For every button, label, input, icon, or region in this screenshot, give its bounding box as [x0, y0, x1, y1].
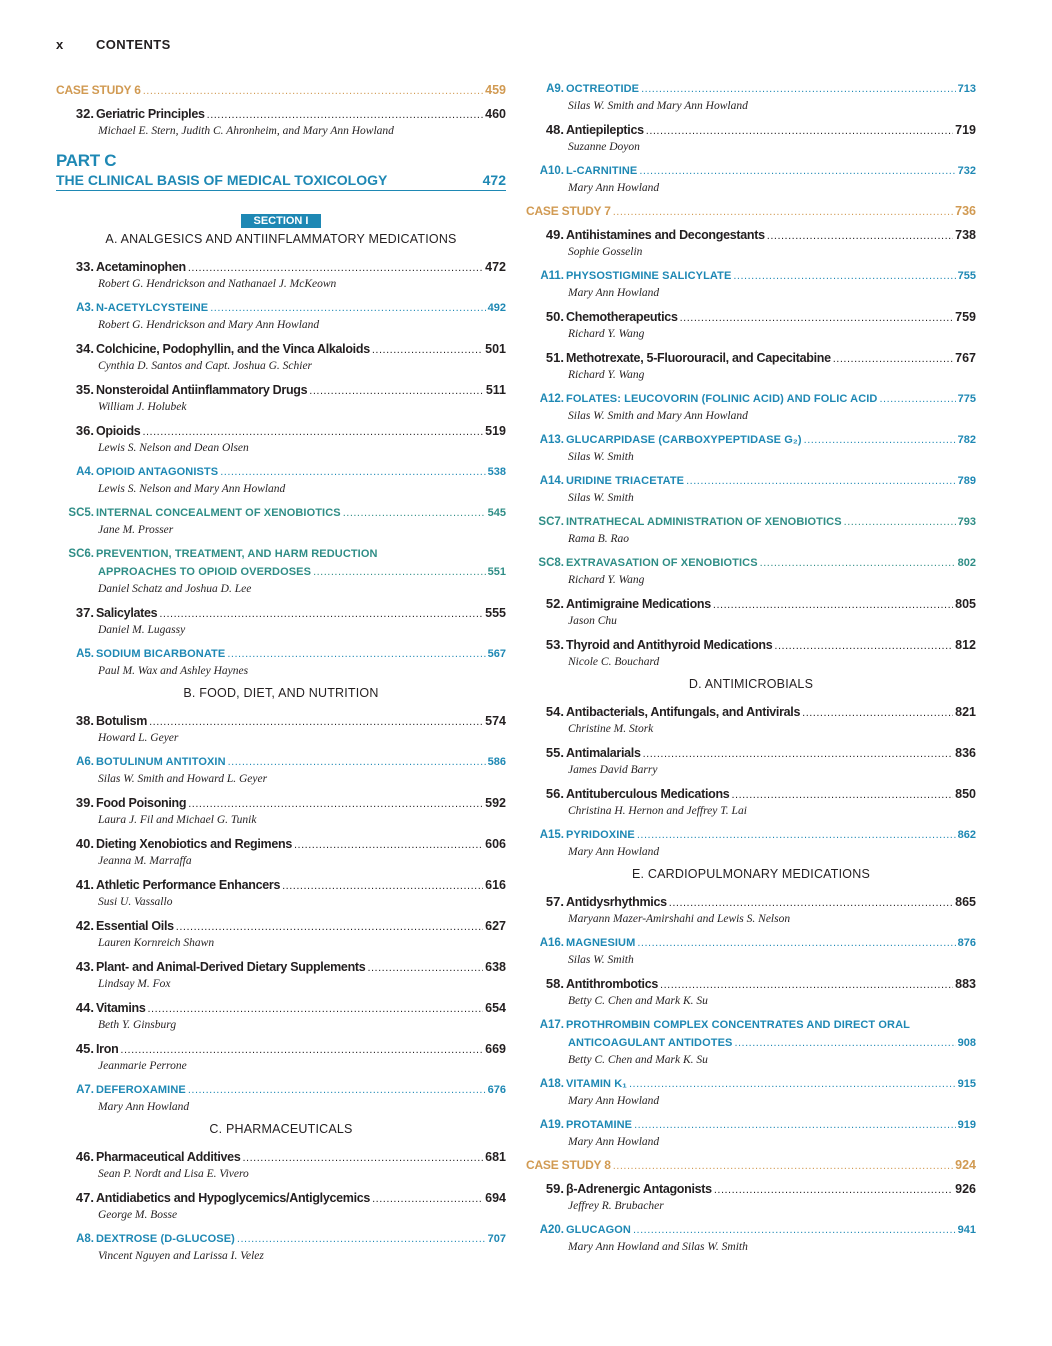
toc-page: 755 — [957, 270, 976, 282]
part-title: THE CLINICAL BASIS OF MEDICAL TOXICOLOGY — [56, 172, 388, 188]
toc-authors: Mary Ann Howland — [568, 846, 660, 858]
toc-authors: Daniel Schatz and Joshua D. Lee — [98, 583, 252, 595]
toc-number: 42. — [75, 918, 94, 933]
toc-entry[interactable] — [56, 835, 506, 869]
toc-page: 545 — [487, 507, 506, 519]
toc-authors: Daniel M. Lugassy — [98, 624, 186, 636]
toc-authors: William J. Holubek — [98, 401, 187, 413]
part-c-heading — [56, 151, 506, 191]
toc-title-line1: PROTHROMBIN COMPLEX CONCENTRATES AND DIRECT ORAL — [566, 1019, 910, 1031]
toc-page: 865 — [955, 895, 976, 909]
toc-authors: Sean P. Nordt and Lisa E. Vivero — [98, 1168, 249, 1180]
toc-page: 789 — [957, 475, 976, 487]
toc-left-column — [56, 78, 506, 1264]
toc-authors: Rama B. Rao — [568, 533, 630, 545]
toc-title: Chemotherapeutics — [566, 310, 678, 324]
toc-page: 555 — [485, 606, 506, 620]
toc-antidote-entry[interactable] — [526, 826, 976, 860]
toc-number: 47. — [75, 1190, 94, 1205]
toc-number: 40. — [75, 836, 94, 851]
case-study-label: CASE STUDY 6 — [56, 83, 141, 97]
toc-entry[interactable] — [56, 340, 506, 374]
toc-number: 43. — [75, 959, 94, 974]
toc-number: 50. — [545, 309, 564, 324]
toc-number: 44. — [75, 1000, 94, 1015]
toc-page: 793 — [957, 516, 976, 528]
toc-number: 41. — [75, 877, 94, 892]
toc-antidote-entry[interactable] — [526, 1016, 976, 1068]
toc-authors: Richard Y. Wang — [568, 369, 645, 381]
toc-page: 511 — [485, 383, 506, 397]
toc-title: Geriatric Principles — [96, 107, 205, 121]
toc-authors: Mary Ann Howland — [568, 1136, 660, 1148]
toc-title: Athletic Performance Enhancers — [96, 878, 281, 892]
toc-title-line2: ANTICOAGULANT ANTIDOTES — [568, 1037, 733, 1049]
toc-entry[interactable] — [56, 381, 506, 415]
toc-number: A15. — [539, 829, 564, 841]
toc-authors: Lindsay M. Fox — [98, 978, 171, 990]
toc-number: A4. — [76, 466, 94, 478]
toc-entry[interactable] — [56, 1189, 506, 1223]
toc-title: Acetaminophen — [96, 260, 186, 274]
toc-entry[interactable] — [56, 422, 506, 456]
toc-page: 876 — [957, 937, 976, 949]
toc-number: SC7. — [538, 516, 564, 528]
toc-authors: Paul M. Wax and Ashley Haynes — [98, 665, 249, 677]
toc-page: 638 — [485, 960, 506, 974]
toc-page: 606 — [485, 837, 506, 851]
toc-antidote-entry[interactable] — [526, 472, 976, 506]
toc-title: PYRIDOXINE — [566, 829, 635, 841]
toc-authors: Maryann Mazer-Amirshahi and Lewis S. Nelson — [568, 913, 791, 925]
toc-number: A11. — [540, 270, 564, 282]
toc-page: 767 — [955, 351, 976, 365]
toc-number: A9. — [546, 83, 564, 95]
toc-title: DEFEROXAMINE — [96, 1084, 186, 1096]
toc-title: DEXTROSE (D-GLUCOSE) — [96, 1233, 235, 1245]
toc-authors: Jeffrey R. Brubacher — [568, 1200, 664, 1212]
toc-title: OCTREOTIDE — [566, 83, 640, 95]
toc-number: 55. — [545, 745, 564, 760]
toc-entry[interactable] — [526, 1180, 976, 1214]
toc-title: L-CARNITINE — [566, 165, 638, 177]
toc-entry[interactable] — [56, 794, 506, 828]
toc-title: Botulism — [96, 714, 148, 728]
section-heading: B. FOOD, DIET, AND NUTRITION — [183, 686, 379, 700]
toc-page: 551 — [487, 566, 506, 578]
toc-case-study[interactable] — [526, 202, 976, 220]
toc-title: GLUCAGON — [566, 1224, 631, 1236]
toc-number: 48. — [545, 122, 564, 137]
toc-entry[interactable] — [526, 308, 976, 342]
toc-antidote-entry[interactable] — [526, 1075, 976, 1109]
toc-authors: Vincent Nguyen and Larissa I. Velez — [98, 1250, 264, 1262]
toc-number: A12. — [539, 393, 564, 405]
toc-number: A5. — [76, 648, 94, 660]
toc-antidote-entry[interactable] — [526, 431, 976, 465]
toc-authors: Mary Ann Howland — [98, 1101, 190, 1113]
toc-page: 538 — [487, 466, 506, 478]
toc-authors: Silas W. Smith — [568, 492, 634, 504]
toc-title: PHYSOSTIGMINE SALICYLATE — [566, 270, 732, 282]
running-header — [56, 37, 171, 52]
toc-title: Methotrexate, 5-Fluorouracil, and Capecitabine — [566, 351, 831, 365]
toc-authors: Jason Chu — [568, 615, 617, 627]
toc-page: 759 — [955, 310, 976, 324]
toc-authors: Sophie Gosselin — [568, 246, 643, 258]
section-heading: C. PHARMACEUTICALS — [209, 1122, 353, 1136]
toc-entry[interactable] — [526, 121, 976, 155]
toc-antidote-entry[interactable] — [56, 645, 506, 679]
toc-title: BOTULINUM ANTITOXIN — [96, 756, 226, 768]
toc-authors: Cynthia D. Santos and Capt. Joshua G. Schier — [98, 360, 313, 372]
toc-entry[interactable] — [56, 958, 506, 992]
toc-authors: Silas W. Smith and Howard L. Geyer — [98, 773, 268, 785]
toc-number: 34. — [75, 341, 94, 356]
toc-page: 681 — [485, 1150, 506, 1164]
toc-authors: Mary Ann Howland and Silas W. Smith — [568, 1241, 748, 1253]
toc-number: A10. — [539, 165, 564, 177]
toc-special-considerations-entry[interactable] — [56, 504, 506, 538]
toc-number: A13. — [539, 434, 564, 446]
toc-title-line2: APPROACHES TO OPIOID OVERDOSES — [98, 566, 312, 578]
toc-page: 472 — [485, 260, 506, 274]
toc-antidote-entry[interactable] — [56, 753, 506, 787]
toc-page: 802 — [957, 557, 976, 569]
toc-title: Nonsteroidal Antiinflammatory Drugs — [96, 383, 308, 397]
toc-title: Antiepileptics — [566, 123, 644, 137]
toc-title: OPIOID ANTAGONISTS — [96, 466, 219, 478]
toc-authors: Lauren Kornreich Shawn — [98, 937, 215, 949]
header-title: CONTENTS — [96, 37, 171, 52]
toc-antidote-entry[interactable] — [56, 299, 506, 333]
toc-right-column — [526, 78, 976, 1255]
toc-title: Plant- and Animal-Derived Dietary Supplements — [96, 960, 366, 974]
toc-entry[interactable] — [526, 595, 976, 629]
toc-number: A17. — [539, 1019, 564, 1031]
toc-authors: Susi U. Vassallo — [98, 896, 173, 908]
toc-page: 732 — [957, 165, 976, 177]
toc-number: SC6. — [68, 548, 94, 560]
toc-authors: Christina H. Hernon and Jeffrey T. Lai — [568, 805, 747, 817]
toc-page: 592 — [485, 796, 506, 810]
toc-entry[interactable] — [526, 703, 976, 737]
toc-page: 627 — [485, 919, 506, 933]
toc-authors: Jeanmarie Perrone — [98, 1060, 187, 1072]
toc-page: 836 — [955, 746, 976, 760]
toc-page: 919 — [957, 1119, 976, 1131]
toc-number: 35. — [75, 382, 94, 397]
toc-entry[interactable] — [526, 785, 976, 819]
toc-page: 586 — [487, 756, 506, 768]
toc-number: A3. — [76, 302, 94, 314]
toc-number: A6. — [76, 756, 94, 768]
toc-authors: Howard L. Geyer — [98, 732, 179, 744]
toc-case-study[interactable] — [56, 81, 506, 99]
toc-page: 915 — [957, 1078, 976, 1090]
toc-authors: Silas W. Smith — [568, 954, 634, 966]
toc-authors: Beth Y. Ginsburg — [98, 1019, 177, 1031]
toc-title: Thyroid and Antithyroid Medications — [566, 638, 773, 652]
toc-page: 805 — [955, 597, 976, 611]
toc-authors: Silas W. Smith — [568, 451, 634, 463]
toc-page: 574 — [485, 714, 506, 728]
toc-page: 460 — [485, 107, 506, 121]
toc-entry[interactable] — [56, 258, 506, 292]
toc-authors: Nicole C. Bouchard — [568, 656, 660, 668]
toc-antidote-entry[interactable] — [526, 162, 976, 196]
toc-title: Antidysrhythmics — [566, 895, 667, 909]
toc-authors: Betty C. Chen and Mark K. Su — [568, 995, 708, 1007]
toc-authors: James David Barry — [568, 764, 658, 776]
header-page-number: x — [56, 37, 64, 52]
toc-title: Antidiabetics and Hypoglycemics/Antiglycemics — [96, 1191, 371, 1205]
toc-entry[interactable] — [56, 999, 506, 1033]
toc-title: Salicylates — [96, 606, 158, 620]
toc-authors: Robert G. Hendrickson and Mary Ann Howland — [98, 319, 320, 331]
toc-page: 812 — [955, 638, 976, 652]
toc-page: 707 — [487, 1233, 506, 1245]
toc-case-study[interactable] — [526, 1156, 976, 1174]
part-label: PART C — [56, 151, 117, 170]
toc-authors: Michael E. Stern, Judith C. Ahronheim, and Mary Ann Howland — [98, 125, 394, 137]
toc-page: 862 — [957, 829, 976, 841]
toc-authors: Richard Y. Wang — [568, 574, 645, 586]
toc-authors: Mary Ann Howland — [568, 1095, 660, 1107]
toc-entry[interactable] — [526, 226, 976, 260]
toc-entry[interactable] — [56, 876, 506, 910]
toc-page: 924 — [955, 1158, 976, 1172]
toc-authors: Betty C. Chen and Mark K. Su — [568, 1054, 708, 1066]
toc-authors: Mary Ann Howland — [568, 182, 660, 194]
toc-number: 33. — [75, 259, 94, 274]
toc-title: PROTAMINE — [566, 1119, 633, 1131]
toc-antidote-entry[interactable] — [526, 390, 976, 424]
toc-title: Antimigraine Medications — [566, 597, 711, 611]
toc-authors: George M. Bosse — [98, 1209, 178, 1221]
toc-number: 36. — [75, 423, 94, 438]
toc-authors: Laura J. Fil and Michael G. Tunik — [98, 814, 257, 826]
toc-antidote-entry[interactable] — [56, 463, 506, 497]
toc-number: A19. — [539, 1119, 564, 1131]
toc-number: 39. — [75, 795, 94, 810]
toc-page: 713 — [957, 83, 976, 95]
case-study-label: CASE STUDY 8 — [526, 1158, 611, 1172]
toc-number: A7. — [76, 1084, 94, 1096]
toc-number: 54. — [545, 704, 564, 719]
toc-page: 654 — [485, 1001, 506, 1015]
toc-number: 59. — [545, 1181, 564, 1196]
toc-number: 53. — [545, 637, 564, 652]
toc-authors: Jane M. Prosser — [98, 524, 174, 536]
section-badge: SECTION I — [241, 214, 321, 228]
toc-title: Vitamins — [96, 1001, 146, 1015]
toc-entry[interactable] — [526, 893, 976, 927]
toc-page: 821 — [955, 705, 976, 719]
toc-title: MAGNESIUM — [566, 937, 636, 949]
toc-number: 49. — [545, 227, 564, 242]
toc-title: SODIUM BICARBONATE — [96, 648, 226, 660]
toc-antidote-entry[interactable] — [56, 1230, 506, 1264]
toc-number: 57. — [545, 894, 564, 909]
toc-number: 58. — [545, 976, 564, 991]
toc-page: 738 — [955, 228, 976, 242]
toc-title: N-ACETYLCYSTEINE — [96, 302, 209, 314]
toc-title-line1: PREVENTION, TREATMENT, AND HARM REDUCTION — [96, 548, 378, 560]
toc-authors: Mary Ann Howland — [568, 287, 660, 299]
toc-title: Antituberculous Medications — [566, 787, 730, 801]
toc-entry[interactable] — [56, 604, 506, 638]
toc-page: 782 — [957, 434, 976, 446]
toc-authors: Lewis S. Nelson and Dean Olsen — [98, 442, 249, 454]
toc-title: Antithrombotics — [566, 977, 659, 991]
toc-antidote-entry[interactable] — [526, 1116, 976, 1150]
toc-title: Iron — [96, 1042, 119, 1056]
toc-number: 37. — [75, 605, 94, 620]
toc-entry[interactable] — [56, 1148, 506, 1182]
toc-number: A16. — [539, 937, 564, 949]
toc-antidote-entry[interactable] — [526, 934, 976, 968]
toc-entry[interactable] — [526, 349, 976, 383]
toc-entry[interactable] — [56, 1040, 506, 1074]
toc-antidote-entry[interactable] — [56, 1081, 506, 1115]
toc-number: 45. — [75, 1041, 94, 1056]
toc-page: 616 — [485, 878, 506, 892]
toc-title: Pharmaceutical Additives — [96, 1150, 241, 1164]
toc-page: 694 — [485, 1191, 506, 1205]
toc-page: 567 — [487, 648, 506, 660]
toc-entry[interactable] — [526, 636, 976, 670]
toc-special-considerations-entry[interactable] — [526, 513, 976, 547]
toc-title: Antihistamines and Decongestants — [566, 228, 765, 242]
toc-entry[interactable] — [526, 975, 976, 1009]
toc-entry[interactable] — [526, 744, 976, 778]
toc-number: A20. — [539, 1224, 564, 1236]
toc-number: 46. — [75, 1149, 94, 1164]
toc-entry[interactable] — [56, 917, 506, 951]
toc-number: SC5. — [68, 507, 94, 519]
toc-number: A18. — [539, 1078, 564, 1090]
toc-authors: Silas W. Smith and Mary Ann Howland — [568, 410, 748, 422]
toc-title: Antibacterials, Antifungals, and Antivirals — [566, 705, 801, 719]
toc-authors: Lewis S. Nelson and Mary Ann Howland — [98, 483, 286, 495]
toc-page: 676 — [487, 1084, 506, 1096]
toc-title: VITAMIN K₁ — [566, 1078, 627, 1090]
toc-page: 736 — [955, 204, 976, 218]
case-study-label: CASE STUDY 7 — [526, 204, 611, 218]
toc-number: 52. — [545, 596, 564, 611]
toc-title: EXTRAVASATION OF XENOBIOTICS — [566, 557, 758, 569]
toc-page: 669 — [485, 1042, 506, 1056]
toc-page: 908 — [957, 1037, 976, 1049]
toc-page: 926 — [955, 1182, 976, 1196]
section-heading: E. CARDIOPULMONARY MEDICATIONS — [632, 867, 870, 881]
toc-authors: Silas W. Smith and Mary Ann Howland — [568, 100, 748, 112]
toc-page: 850 — [955, 787, 976, 801]
toc-page: 719 — [955, 123, 976, 137]
toc-page: 501 — [485, 342, 506, 356]
toc-entry[interactable] — [56, 105, 506, 139]
toc-number: 56. — [545, 786, 564, 801]
toc-entry[interactable] — [56, 712, 506, 746]
toc-title: Food Poisoning — [96, 796, 187, 810]
toc-title: Essential Oils — [96, 919, 174, 933]
toc-page: 492 — [487, 302, 506, 314]
toc-page: 883 — [955, 977, 976, 991]
toc-title: Opioids — [96, 424, 141, 438]
toc-number: 32. — [75, 106, 94, 121]
toc-antidote-entry[interactable] — [526, 1221, 976, 1255]
toc-title: INTRATHECAL ADMINISTRATION OF XENOBIOTICS — [566, 516, 842, 528]
toc-authors: Suzanne Doyon — [568, 141, 640, 153]
toc-number: 51. — [545, 350, 564, 365]
toc-authors: Jeanna M. Marraffa — [98, 855, 192, 867]
toc-authors: Robert G. Hendrickson and Nathanael J. McKeown — [98, 278, 337, 290]
toc-authors: Richard Y. Wang — [568, 328, 645, 340]
toc-title: GLUCARPIDASE (CARBOXYPEPTIDASE G₂) — [566, 434, 802, 446]
toc-number: A14. — [539, 475, 564, 487]
part-page: 472 — [482, 172, 506, 188]
toc-number: A8. — [76, 1233, 94, 1245]
toc-title: β-Adrenergic Antagonists — [566, 1182, 712, 1196]
toc-authors: Christine M. Stork — [568, 723, 654, 735]
toc-page: 459 — [485, 83, 506, 97]
toc-title: Colchicine, Podophyllin, and the Vinca Alkaloids — [96, 342, 370, 356]
toc-special-considerations-entry[interactable] — [56, 545, 506, 597]
toc-title: URIDINE TRIACETATE — [566, 475, 685, 487]
toc-special-considerations-entry[interactable] — [526, 554, 976, 588]
section-heading: D. ANTIMICROBIALS — [688, 677, 814, 691]
toc-title: Dieting Xenobiotics and Regimens — [96, 837, 292, 851]
section-heading: A. ANALGESICS AND ANTIINFLAMMATORY MEDICATIONS — [105, 232, 457, 246]
toc-number: SC8. — [538, 557, 564, 569]
toc-title: Antimalarials — [566, 746, 641, 760]
toc-page: 941 — [957, 1224, 976, 1236]
toc-antidote-entry[interactable] — [526, 267, 976, 301]
toc-number: 38. — [75, 713, 94, 728]
toc-title: INTERNAL CONCEALMENT OF XENOBIOTICS — [96, 507, 341, 519]
toc-title: FOLATES: LEUCOVORIN (FOLINIC ACID) AND FOLIC ACID — [566, 393, 878, 405]
toc-page: 519 — [485, 424, 506, 438]
toc-antidote-entry[interactable] — [526, 80, 976, 114]
toc-page: 775 — [957, 393, 976, 405]
